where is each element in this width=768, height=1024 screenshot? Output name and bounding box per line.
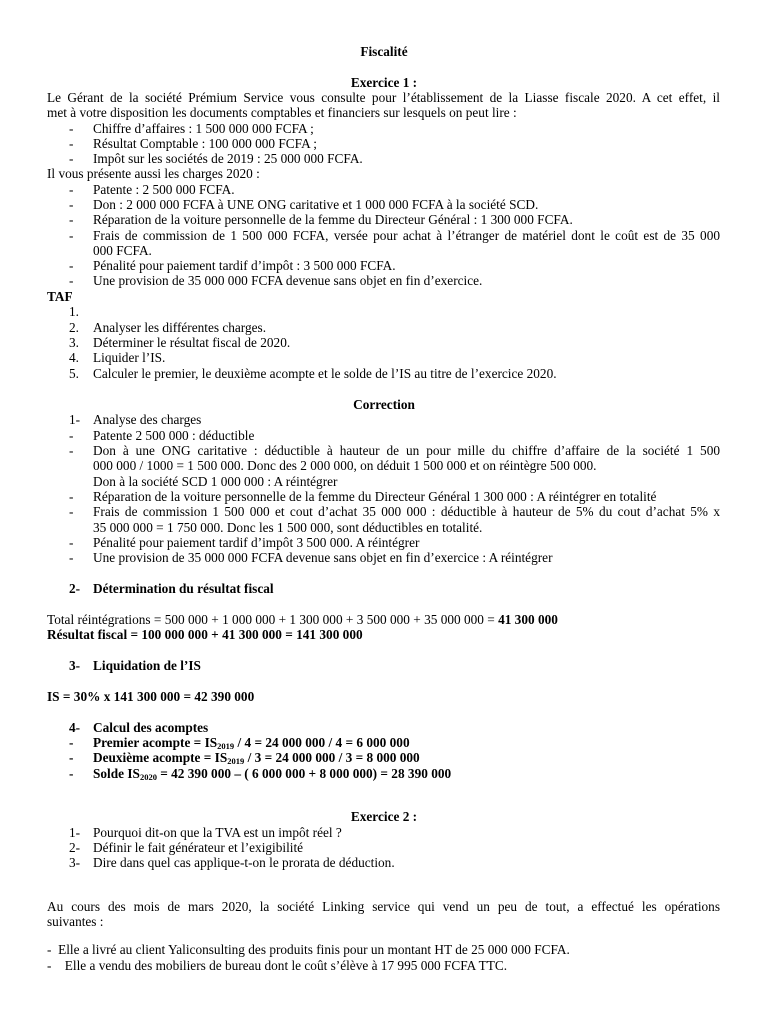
document-title: Fiscalité: [360, 44, 408, 59]
exercise-1-intro: met à votre disposition les documents comptables et financiers sur lesquels on peut lire :: [47, 105, 517, 120]
list-item: - Elle a livré au client Yaliconsulting des produits finis pour un montant HT de 25 000 000 FCFA.: [47, 942, 570, 957]
total-reintegrations: Total réintégrations = 500 000 + 1 000 000 + 1 300 000 + 3 500 000 + 35 000 000 = 41 300 000: [47, 612, 558, 627]
exercise-2-paragraph: suivantes :: [47, 914, 104, 929]
charges-intro: Il vous présente aussi les charges 2020 :: [47, 166, 260, 181]
total-value: 41 300 000: [498, 612, 558, 627]
is-calculation: IS = 30% x 141 300 000 = 42 390 000: [47, 689, 255, 704]
exercise-2-paragraph: Au cours des mois de mars 2020, la société Linking service qui vend un peu de tout, a effectué les opérations: [47, 899, 720, 914]
exercise-1-heading: Exercice 1 :: [350, 75, 418, 90]
taf-label: TAF: [47, 289, 73, 304]
resultat-fiscal: Résultat fiscal = 100 000 000 + 41 300 000 = 141 300 000: [47, 627, 363, 642]
list-item: - Elle a vendu des mobiliers de bureau dont le coût s’élève à 17 995 000 FCFA TTC.: [47, 958, 508, 973]
exercise-2-heading: Exercice 2 :: [350, 809, 418, 824]
document-page: Fiscalité Exercice 1 : Le Gérant de la société Prémium Service vous consulte pour l’établissement de la Liasse fiscale 2020. A cet effet, il met à votre disposition les documents comptables et financiers sur lesquels on peut lire : - Chiffre d’affaires : 1 500 000 000 FCFA ; - Résultat Comptable : 100 000 000 FCFA ; - Impôt sur les sociétés de 2019 : 25 000 000 FCFA. Il vous présente aussi les charges 2020 : - Patente : 2 500 000 FCFA. - Don : 2 000 000 FCFA à UNE ONG caritative et 1 000 000 FCFA à la société SCD. - Réparation de la voiture personnelle de la femme du Directeur Général : 1 300 000 FCFA. - Frais de commission de 1 500 000 FCFA, versée pour achat à l’étranger de matériel dont le coût est de 35 000 000 FCFA. - Pénalité pour paiement tardif d’impôt : 3 500 000 FCFA. - Une provision de 35 000 000 FCFA devenue sans objet en fin d’exercice. TAF 1. 2. Analyser les différentes charges. 3. Déterminer le résultat fiscal de 2020. 4. Liquider l’IS. 5. Calculer le premier, le deuxième acompte et le solde de l’IS au titre de l’exercice 2020. Correction 1- Analyse des charges - Patente 2 500 000 : déductible - Don à une ONG caritative : déductible à hauteur de un pour mille du chiffre d’affaire de la société 1 500 000 000 / 1000 = 1 500 000. Donc des 2 000 000, on déduit 1 500 000 et on réintègre 500 000. Don à la société SCD 1 000 000 : A réintégrer - Réparation de la voiture personnelle de la femme du Directeur Général 1 300 000 : A réintégrer en totalité - Frais de commission 1 500 000 et cout d’achat 35 000 000 : déductible à hauteur de 5% du cout d’achat 5% x 35 000 000 = 1 750 000. Donc les 1 500 000, sont déductibles en totalité. - Pénalité pour paiement tardif d’impôt 3 500 000. A réintégrer - Une provision de 35 000 000 FCFA devenue sans objet en fin d’exercice : A réintégrer 2- Détermination du résultat fiscal Total réintégrations = 500 000 + 1 000 000 + 1 300 000 + 3 500 000 + 35 000 000 = 41 300 000 Résultat fiscal = 100 000 000 + 41 300 000 = 141 300 000 3- Liquidation de l’IS IS = 30% x 141 300 000 = 42 390 000 4- Calcul des acomptes - Premier acompte = $IS_{2019} / 4 = 24$ 000 000 / 4 = 6 000 000 - Deuxième acompte = $IS_{2019} / 3 = 24$ 000 000 / 3 = 8 000 000 - Solde $IS_{2020} = 42$ 390 000 – ( 6 000 000 + 8 000 000) = 28 390 000 Exercice 2 : 1- Pourquoi dit-on que la TVA est un impôt réel ? 2- Définir le fait générateur et l’exigibilité 3- Dire dans quel cas applique-t-on le prorata de déduction. Au cours des mois de mars 2020, la société Linking service qui vend un peu de tout, a effectué les opérations suivantes : - Elle a livré au client Yaliconsulting des produits finis pour un montant HT de 25 000 000 FCFA. - Elle a vendu des mobiliers de bureau dont le coût s’élève à 17 995 000 FCFA TTC.: [0, 0, 768, 1024]
exercise-1-intro: Le Gérant de la société Prémium Service vous consulte pour l’établissement de la Liasse fiscale 2020. A cet effet, il: [47, 90, 720, 105]
correction-heading: Correction: [353, 397, 415, 412]
